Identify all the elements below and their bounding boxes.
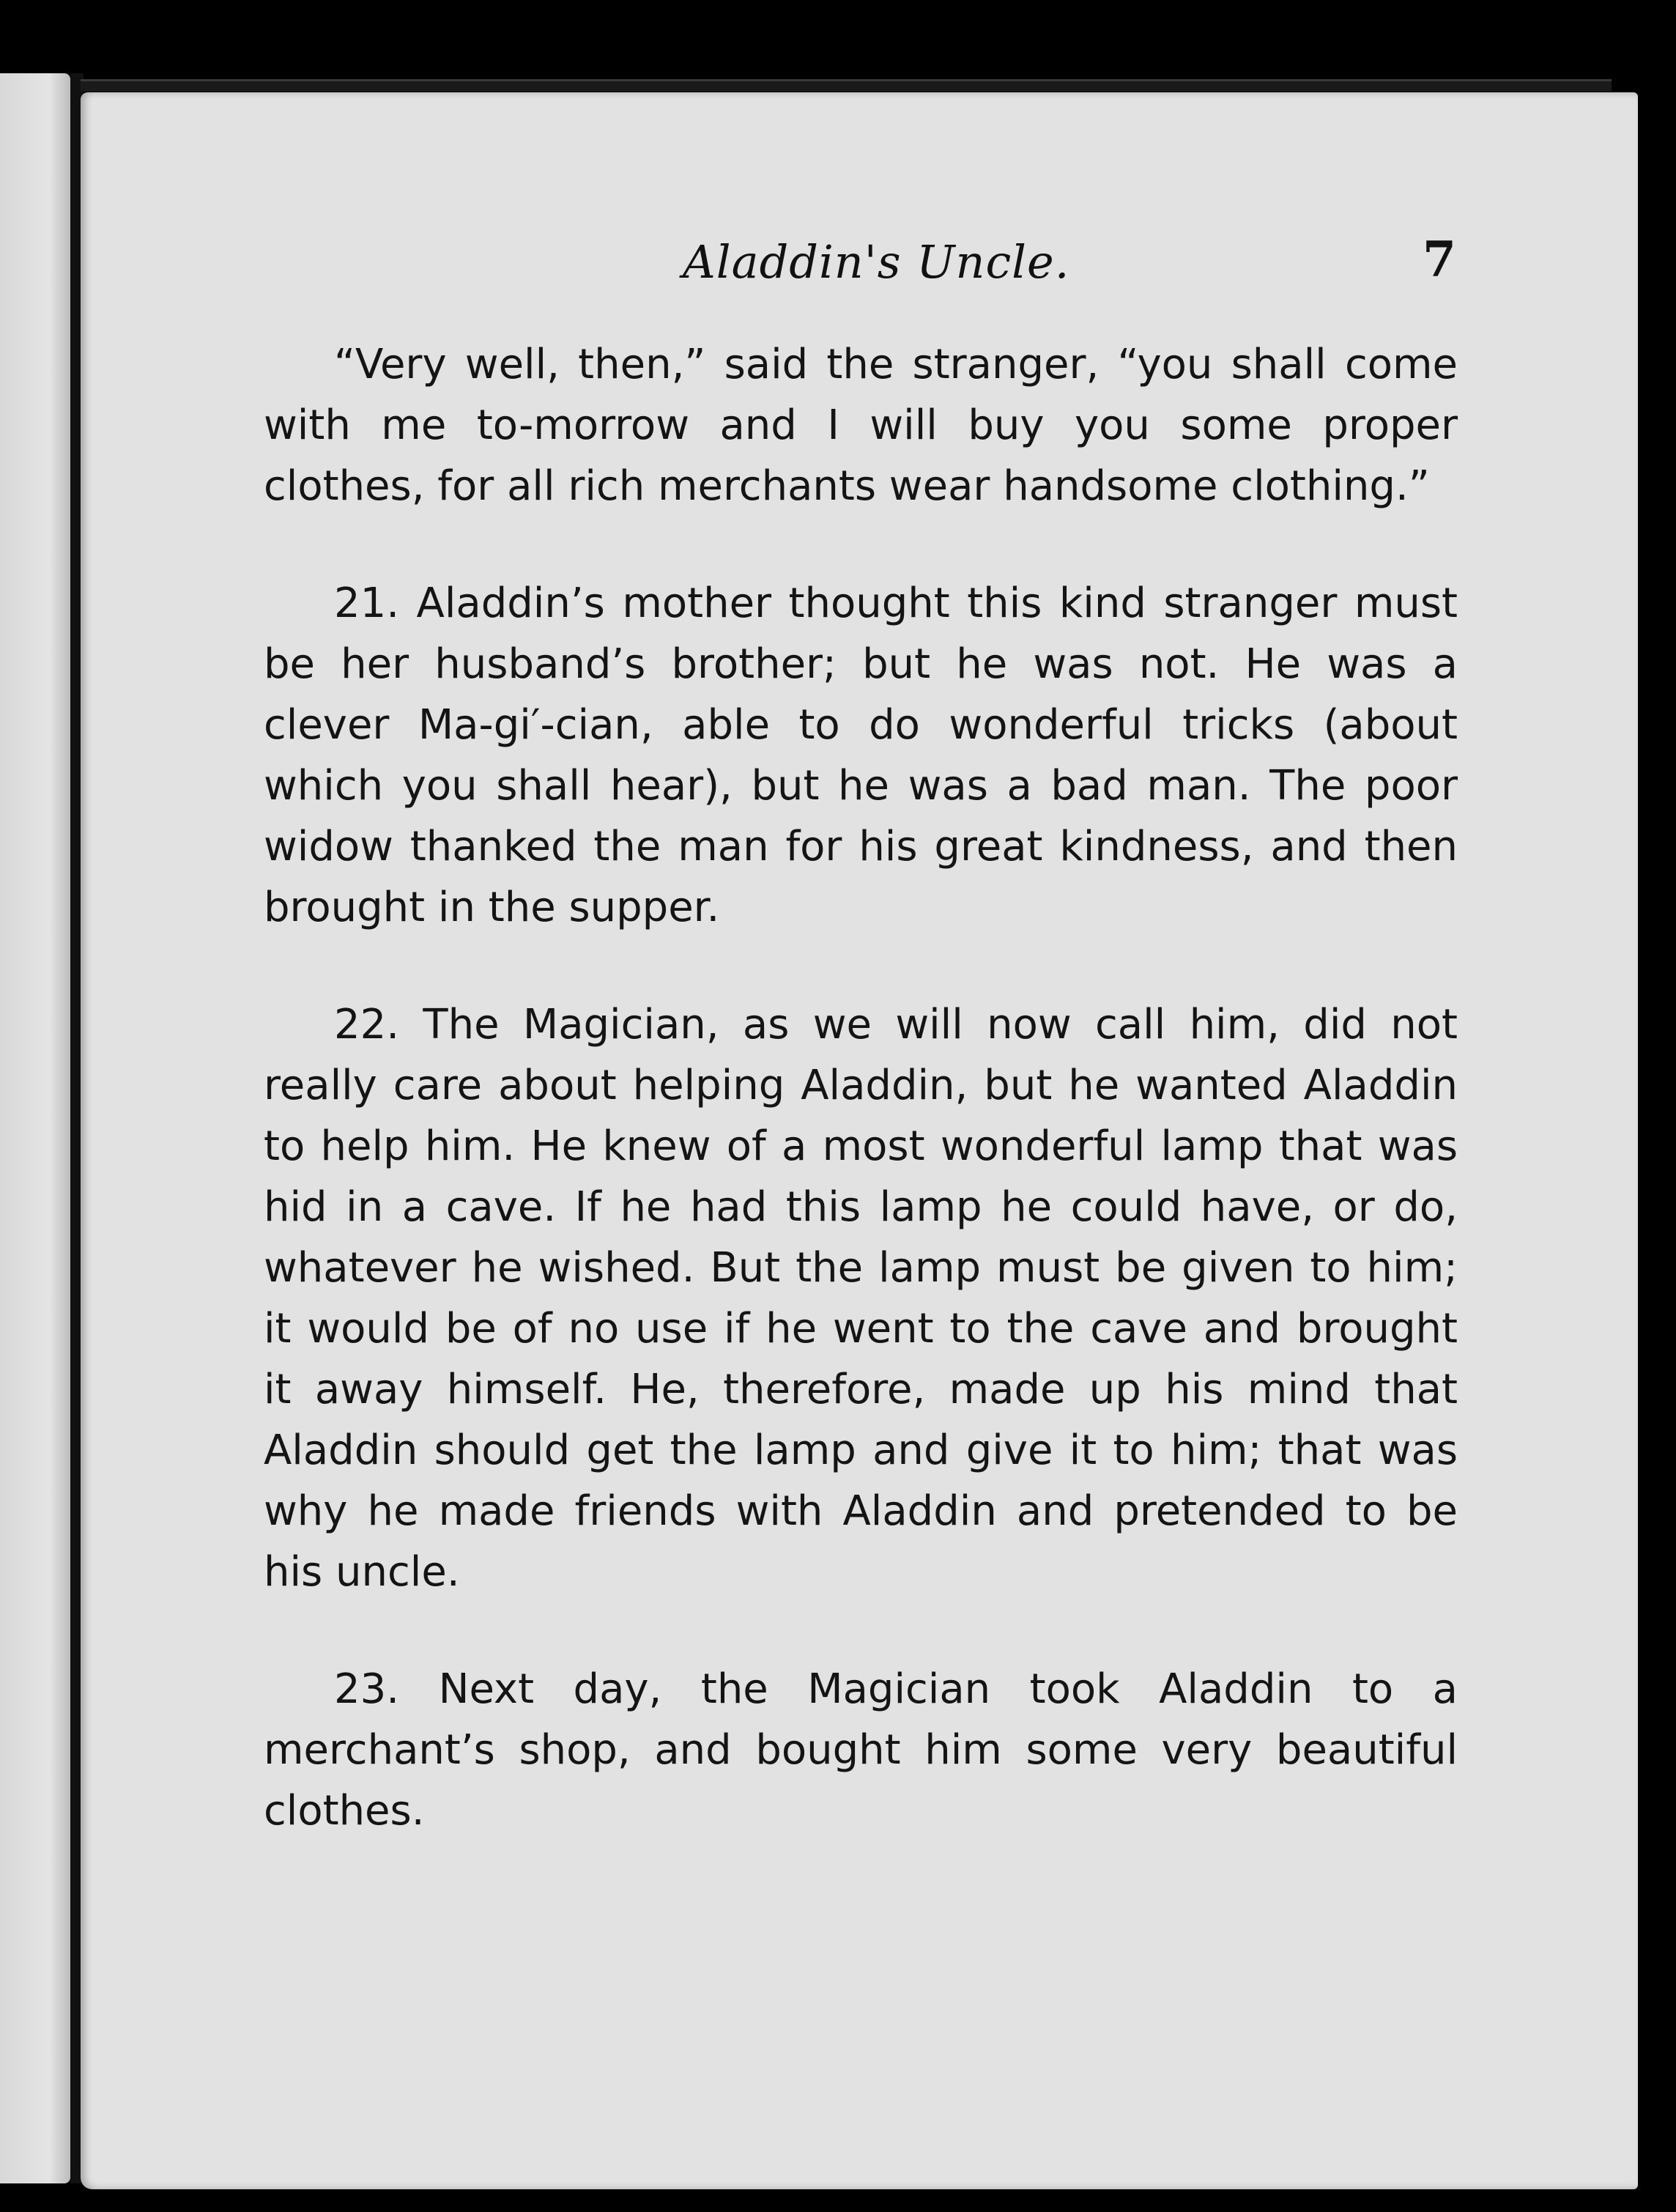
paragraph-22: 22. The Magician, as we will now call him, did not really care about helping Aladdin, but he wanted Aladdin to help him. He knew of a most wonderful lamp that was hid in a cave. If he had this lamp he could have, or do, whatever he wished. But the lamp must be given to him; it would be of no use if he went to the cave and brought it away himself. He, therefore, made up his mind that Aladdin should get the lamp and give it to him; that was why he made friends with Aladdin and pretended to be his uncle.	[264, 1001, 1458, 1596]
paragraph-23: 23. Next day, the Magician took Aladdin to a merchant’s shop, and bought him some very beautiful clothes.	[264, 1665, 1458, 1835]
paragraph-dialogue: “Very well, then,” said the stranger, “you shall come with me to-morrow and I will buy you some proper clothes, for all rich merchants wear handsome clothing.”	[264, 341, 1458, 510]
previous-page-edge	[0, 73, 70, 2183]
page-body	[264, 334, 1458, 1898]
page-number: 7	[1423, 231, 1456, 288]
book-page	[81, 92, 1638, 2189]
paragraph-21: 21. Aladdin’s mother thought this kind stranger must be her husband’s brother; but he was not. He was a clever Ma-gi′-cian, able to do wonderful tricks (about which you shall hear), but he was a bad man. The poor widow thanked the man for his great kindness, and then brought in the supper.	[264, 580, 1458, 931]
page-header	[81, 231, 1638, 308]
top-page-edge	[81, 79, 1612, 92]
running-title: Aladdin's Uncle.	[683, 235, 1070, 289]
